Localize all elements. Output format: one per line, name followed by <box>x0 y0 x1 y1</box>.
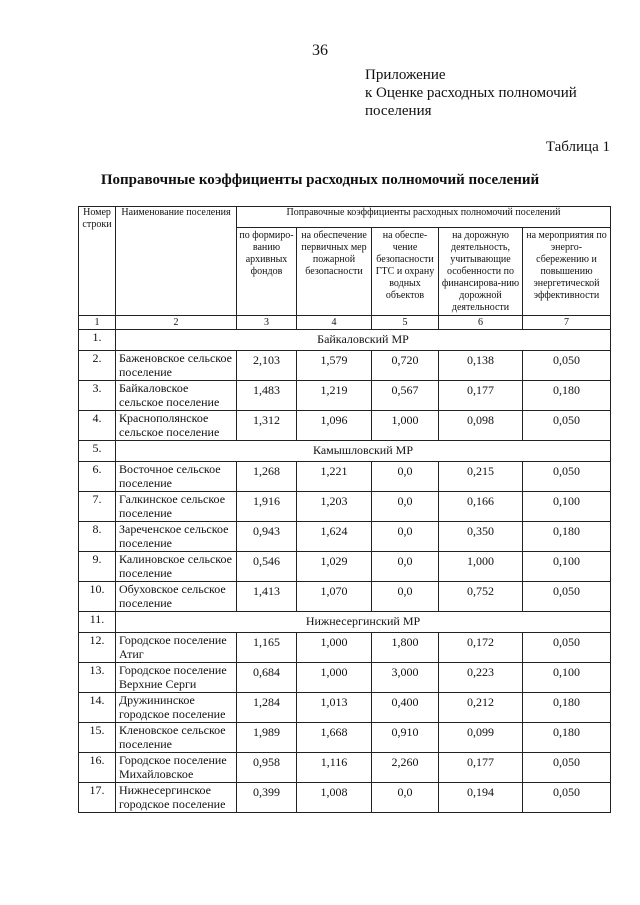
row-number: 9. <box>79 552 116 582</box>
column-numbers-row <box>79 316 611 330</box>
coefficient-cell: 0,050 <box>523 462 611 492</box>
appendix-line: Приложение <box>365 67 446 83</box>
column-number: 3 <box>237 316 297 330</box>
coefficient-cell: 0,166 <box>439 492 523 522</box>
row-number: 5. <box>79 441 116 462</box>
coefficient-cell: 0,567 <box>372 381 439 411</box>
coefficient-cell: 1,312 <box>237 411 297 441</box>
table-row <box>79 723 611 753</box>
settlement-name: Дружининское городское поселение <box>116 693 237 723</box>
settlement-name: Зареченское сельское поселение <box>116 522 237 552</box>
coefficient-cell: 1,000 <box>372 411 439 441</box>
table-row <box>79 381 611 411</box>
coefficient-cell: 0,099 <box>439 723 523 753</box>
coefficient-cell: 0,194 <box>439 783 523 813</box>
settlement-name: Восточное сельское поселение <box>116 462 237 492</box>
coefficient-cell: 0,0 <box>372 552 439 582</box>
coefficient-cell: 0,100 <box>523 663 611 693</box>
header-road: на дорожную деятельность, учитывающие особенности по финансирова-нию дорожной деятельности <box>439 228 523 316</box>
settlement-name: Городское поселение Михайловское <box>116 753 237 783</box>
coefficient-cell: 1,013 <box>297 693 372 723</box>
coefficient-cell: 1,579 <box>297 351 372 381</box>
coefficient-cell: 0,400 <box>372 693 439 723</box>
coefficient-cell: 1,668 <box>297 723 372 753</box>
table-row <box>79 783 611 813</box>
settlement-name: Баженовское сельское поселение <box>116 351 237 381</box>
settlement-name: Галкинское сельское поселение <box>116 492 237 522</box>
region-name: Камышловский МР <box>116 441 611 462</box>
settlement-name: Кленовское сельское поселение <box>116 723 237 753</box>
coefficient-cell: 0,212 <box>439 693 523 723</box>
table-row <box>79 492 611 522</box>
coefficient-cell: 0,943 <box>237 522 297 552</box>
row-number: 15. <box>79 723 116 753</box>
coefficient-cell: 1,800 <box>372 633 439 663</box>
coefficient-cell: 0,0 <box>372 492 439 522</box>
coefficient-cell: 1,165 <box>237 633 297 663</box>
coefficient-cell: 0,100 <box>523 552 611 582</box>
settlement-name: Калиновское сельское поселение <box>116 552 237 582</box>
coefficient-cell: 1,203 <box>297 492 372 522</box>
coefficient-cell: 0,050 <box>523 783 611 813</box>
table-row <box>79 582 611 612</box>
coefficient-cell: 3,000 <box>372 663 439 693</box>
coefficient-cell: 0,546 <box>237 552 297 582</box>
column-number: 4 <box>297 316 372 330</box>
table-row <box>79 351 611 381</box>
coefficient-cell: 1,483 <box>237 381 297 411</box>
table-row <box>79 462 611 492</box>
row-number: 10. <box>79 582 116 612</box>
coefficient-cell: 0,180 <box>523 723 611 753</box>
header-settlement: Наименование поселения <box>116 207 237 316</box>
coefficient-cell: 1,268 <box>237 462 297 492</box>
region-name: Байкаловский МР <box>116 330 611 351</box>
coefficient-cell: 0,180 <box>523 693 611 723</box>
region-name: Нижнесергинский МР <box>116 612 611 633</box>
coefficient-cell: 0,138 <box>439 351 523 381</box>
coefficient-cell: 1,219 <box>297 381 372 411</box>
row-number: 2. <box>79 351 116 381</box>
coefficient-cell: 0,050 <box>523 411 611 441</box>
settlement-name: Байкаловское сельское поселение <box>116 381 237 411</box>
coefficient-cell: 0,0 <box>372 783 439 813</box>
coefficient-cell: 0,180 <box>523 522 611 552</box>
row-number: 4. <box>79 411 116 441</box>
coefficient-cell: 2,103 <box>237 351 297 381</box>
coefficient-cell: 0,752 <box>439 582 523 612</box>
coefficient-cell: 0,720 <box>372 351 439 381</box>
coefficient-cell: 0,0 <box>372 582 439 612</box>
coefficient-cell: 1,000 <box>439 552 523 582</box>
coefficients-table <box>78 206 611 813</box>
coefficient-cell: 0,910 <box>372 723 439 753</box>
settlement-name: Краснополянское сельское поселение <box>116 411 237 441</box>
coefficient-cell: 0,177 <box>439 381 523 411</box>
coefficient-cell: 0,958 <box>237 753 297 783</box>
coefficient-cell: 0,177 <box>439 753 523 783</box>
coefficient-cell: 1,284 <box>237 693 297 723</box>
header-archive: по формиро-ванию архивных фондов <box>237 228 297 316</box>
header-fire-safety: на обеспечение первичных мер пожарной безопасности <box>297 228 372 316</box>
table-row <box>79 663 611 693</box>
coefficient-cell: 1,221 <box>297 462 372 492</box>
table-title: Поправочные коэффициенты расходных полномочий поселений <box>100 172 540 188</box>
coefficient-cell: 0,0 <box>372 522 439 552</box>
header-row-number: Номер строки <box>79 207 116 316</box>
header-group: Поправочные коэффициенты расходных полномочий поселений <box>237 207 611 228</box>
coefficient-cell: 0,050 <box>523 351 611 381</box>
coefficient-cell: 1,000 <box>297 633 372 663</box>
appendix-line: поселения <box>365 103 432 119</box>
coefficient-cell: 0,050 <box>523 582 611 612</box>
coefficient-cell: 0,223 <box>439 663 523 693</box>
coefficient-cell: 0,0 <box>372 462 439 492</box>
row-number: 8. <box>79 522 116 552</box>
coefficient-cell: 1,413 <box>237 582 297 612</box>
column-number: 5 <box>372 316 439 330</box>
coefficient-cell: 1,000 <box>297 663 372 693</box>
table-row <box>79 633 611 663</box>
region-row <box>79 441 611 462</box>
table-row <box>79 522 611 552</box>
coefficient-cell: 2,260 <box>372 753 439 783</box>
table-row <box>79 411 611 441</box>
row-number: 11. <box>79 612 116 633</box>
row-number: 12. <box>79 633 116 663</box>
coefficient-cell: 0,050 <box>523 753 611 783</box>
column-number: 2 <box>116 316 237 330</box>
table-row <box>79 753 611 783</box>
appendix-note <box>365 66 577 120</box>
row-number: 14. <box>79 693 116 723</box>
coefficient-cell: 1,029 <box>297 552 372 582</box>
settlement-name: Городское поселение Атиг <box>116 633 237 663</box>
row-number: 6. <box>79 462 116 492</box>
coefficient-cell: 0,215 <box>439 462 523 492</box>
row-number: 7. <box>79 492 116 522</box>
table-row <box>79 693 611 723</box>
table-row <box>79 552 611 582</box>
coefficient-cell: 0,684 <box>237 663 297 693</box>
region-row <box>79 612 611 633</box>
settlement-name: Обуховское сельское поселение <box>116 582 237 612</box>
coefficient-cell: 0,399 <box>237 783 297 813</box>
coefficient-cell: 1,096 <box>297 411 372 441</box>
coefficient-cell: 1,116 <box>297 753 372 783</box>
coefficient-cell: 0,100 <box>523 492 611 522</box>
settlement-name: Городское поселение Верхние Серги <box>116 663 237 693</box>
coefficient-cell: 0,050 <box>523 633 611 663</box>
table-label: Таблица 1 <box>545 139 610 155</box>
page-number: 36 <box>312 42 328 59</box>
coefficient-cell: 0,180 <box>523 381 611 411</box>
region-row <box>79 330 611 351</box>
row-number: 17. <box>79 783 116 813</box>
coefficient-cell: 0,172 <box>439 633 523 663</box>
row-number: 1. <box>79 330 116 351</box>
row-number: 3. <box>79 381 116 411</box>
settlement-name: Нижнесергинское городское поселение <box>116 783 237 813</box>
coefficient-cell: 1,989 <box>237 723 297 753</box>
appendix-line: к Оценке расходных полномочий <box>365 85 577 101</box>
coefficient-cell: 1,008 <box>297 783 372 813</box>
coefficient-cell: 1,916 <box>237 492 297 522</box>
row-number: 16. <box>79 753 116 783</box>
column-number: 6 <box>439 316 523 330</box>
column-number: 1 <box>79 316 116 330</box>
coefficient-cell: 1,070 <box>297 582 372 612</box>
coefficient-cell: 1,624 <box>297 522 372 552</box>
coefficient-cell: 0,350 <box>439 522 523 552</box>
header-hydro-safety: на обеспе-чение безопасности ГТС и охрану водных объектов <box>372 228 439 316</box>
column-number: 7 <box>523 316 611 330</box>
coefficient-cell: 0,098 <box>439 411 523 441</box>
header-energy: на мероприятия по энерго-сбережению и повышению энергетической эффективности <box>523 228 611 316</box>
row-number: 13. <box>79 663 116 693</box>
